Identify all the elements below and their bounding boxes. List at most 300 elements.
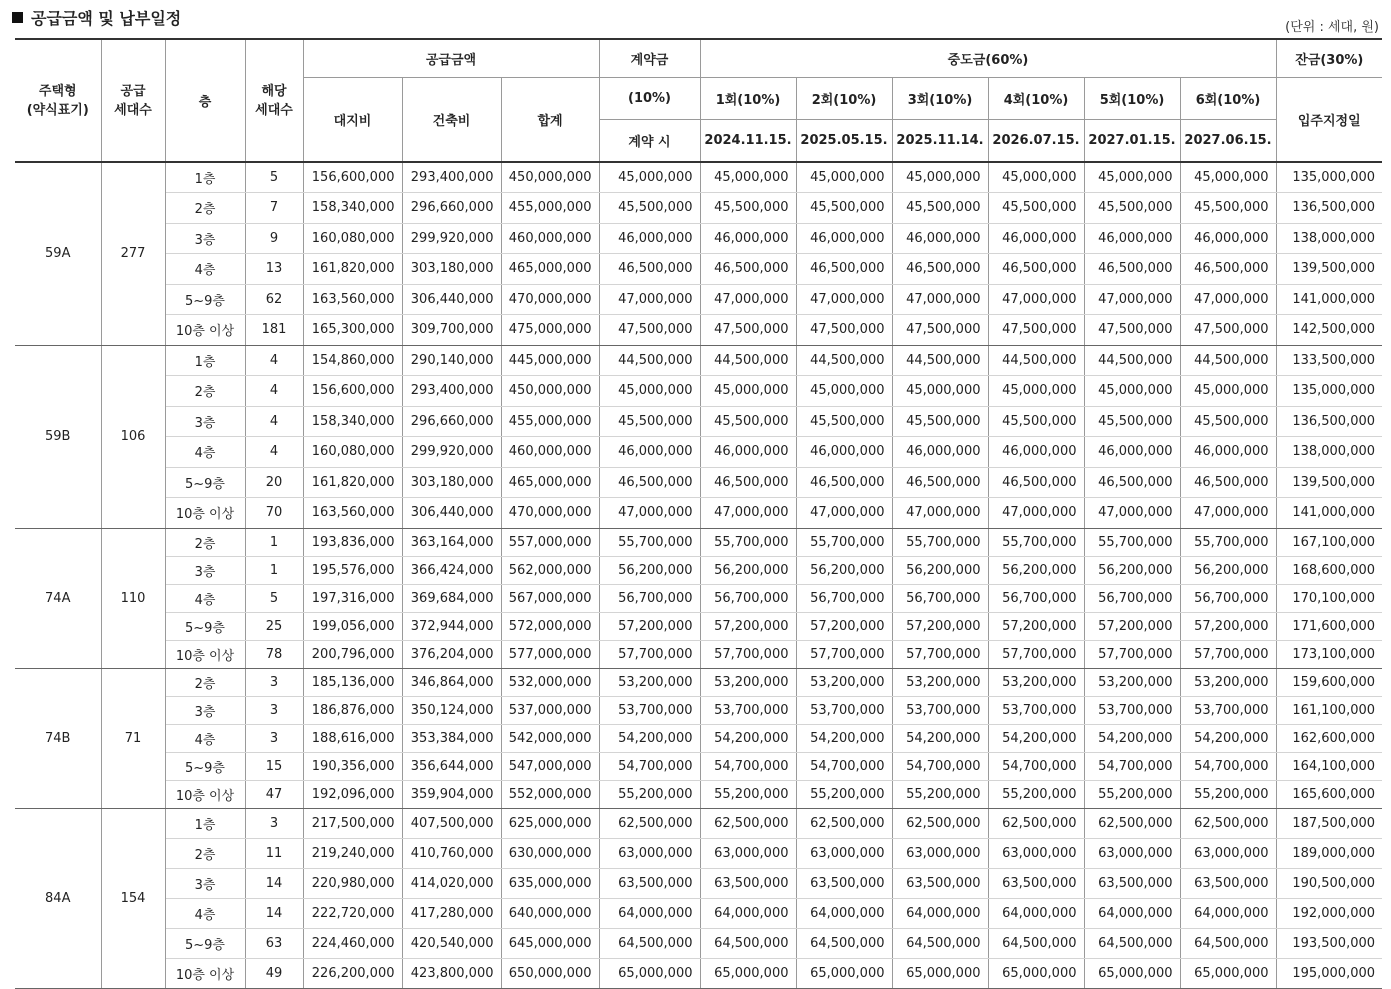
middle-payment-1-cell: 46,000,000 xyxy=(700,223,796,254)
middle-payment-4-cell: 53,700,000 xyxy=(988,696,1084,724)
building-price-cell: 417,280,000 xyxy=(402,898,501,928)
middle-payment-3-cell: 63,000,000 xyxy=(892,838,988,868)
middle-payment-6-cell: 45,500,000 xyxy=(1180,406,1276,437)
deposit-cell: 45,500,000 xyxy=(599,193,700,224)
total-price-cell: 542,000,000 xyxy=(501,724,599,752)
middle-payment-1-cell: 46,000,000 xyxy=(700,437,796,468)
middle-payment-6-cell: 57,700,000 xyxy=(1180,640,1276,668)
middle-payment-1-cell: 65,000,000 xyxy=(700,958,796,988)
middle-payment-3-cell: 44,500,000 xyxy=(892,345,988,376)
middle-payment-2-cell: 56,200,000 xyxy=(796,556,892,584)
middle-payment-3-cell: 47,000,000 xyxy=(892,284,988,315)
units-cell: 1 xyxy=(245,528,303,556)
middle-payment-4-cell: 44,500,000 xyxy=(988,345,1084,376)
middle-payment-3-cell: 65,000,000 xyxy=(892,958,988,988)
floor-cell: 3층 xyxy=(165,556,245,584)
table-row xyxy=(15,724,1382,752)
middle-payment-1-cell: 46,500,000 xyxy=(700,254,796,285)
units-cell: 63 xyxy=(245,928,303,958)
middle-payment-3-cell: 64,500,000 xyxy=(892,928,988,958)
middle-payment-6-cell: 47,000,000 xyxy=(1180,284,1276,315)
balance-cell: 138,000,000 xyxy=(1276,223,1382,254)
header-mid-6: 6회(10%) xyxy=(1180,78,1276,120)
table-row xyxy=(15,467,1382,498)
middle-payment-6-cell: 55,700,000 xyxy=(1180,528,1276,556)
middle-payment-5-cell: 45,500,000 xyxy=(1084,193,1180,224)
balance-cell: 168,600,000 xyxy=(1276,556,1382,584)
building-price-cell: 293,400,000 xyxy=(402,376,501,407)
deposit-cell: 63,500,000 xyxy=(599,868,700,898)
floor-cell: 10층 이상 xyxy=(165,640,245,668)
middle-payment-1-cell: 54,700,000 xyxy=(700,752,796,780)
land-price-cell: 192,096,000 xyxy=(303,780,402,808)
unit-type-cell: 59A xyxy=(15,162,101,345)
middle-payment-1-cell: 57,200,000 xyxy=(700,612,796,640)
table-row xyxy=(15,838,1382,868)
middle-payment-1-cell: 44,500,000 xyxy=(700,345,796,376)
middle-payment-1-cell: 63,000,000 xyxy=(700,838,796,868)
land-price-cell: 200,796,000 xyxy=(303,640,402,668)
units-cell: 3 xyxy=(245,668,303,696)
header-balance-when: 입주지정일 xyxy=(1276,78,1382,163)
deposit-cell: 47,000,000 xyxy=(599,284,700,315)
middle-payment-1-cell: 54,200,000 xyxy=(700,724,796,752)
balance-cell: 165,600,000 xyxy=(1276,780,1382,808)
total-price-cell: 630,000,000 xyxy=(501,838,599,868)
middle-payment-1-cell: 45,500,000 xyxy=(700,406,796,437)
middle-payment-3-cell: 62,500,000 xyxy=(892,808,988,838)
middle-payment-4-cell: 45,500,000 xyxy=(988,193,1084,224)
unit-type-cell: 74A xyxy=(15,528,101,668)
middle-payment-2-cell: 63,000,000 xyxy=(796,838,892,868)
land-price-cell: 224,460,000 xyxy=(303,928,402,958)
middle-payment-4-cell: 46,000,000 xyxy=(988,223,1084,254)
balance-cell: 141,000,000 xyxy=(1276,498,1382,529)
header-mid-4-date: 2026.07.15. xyxy=(988,120,1084,163)
deposit-cell: 63,000,000 xyxy=(599,838,700,868)
middle-payment-6-cell: 64,500,000 xyxy=(1180,928,1276,958)
middle-payment-3-cell: 53,200,000 xyxy=(892,668,988,696)
middle-payment-2-cell: 45,500,000 xyxy=(796,193,892,224)
middle-payment-2-cell: 62,500,000 xyxy=(796,808,892,838)
floor-cell: 10층 이상 xyxy=(165,498,245,529)
total-price-cell: 455,000,000 xyxy=(501,193,599,224)
middle-payment-1-cell: 53,200,000 xyxy=(700,668,796,696)
middle-payment-6-cell: 63,000,000 xyxy=(1180,838,1276,868)
middle-payment-5-cell: 57,200,000 xyxy=(1084,612,1180,640)
building-price-cell: 296,660,000 xyxy=(402,193,501,224)
supply-units-cell: 106 xyxy=(101,345,165,528)
middle-payment-2-cell: 47,500,000 xyxy=(796,315,892,346)
total-price-cell: 640,000,000 xyxy=(501,898,599,928)
middle-payment-1-cell: 47,500,000 xyxy=(700,315,796,346)
supply-units-cell: 110 xyxy=(101,528,165,668)
balance-cell: 136,500,000 xyxy=(1276,193,1382,224)
building-price-cell: 359,904,000 xyxy=(402,780,501,808)
middle-payment-4-cell: 56,200,000 xyxy=(988,556,1084,584)
table-row xyxy=(15,284,1382,315)
middle-payment-2-cell: 57,700,000 xyxy=(796,640,892,668)
units-cell: 13 xyxy=(245,254,303,285)
middle-payment-3-cell: 55,200,000 xyxy=(892,780,988,808)
middle-payment-3-cell: 54,700,000 xyxy=(892,752,988,780)
middle-payment-6-cell: 46,000,000 xyxy=(1180,223,1276,254)
middle-payment-2-cell: 53,200,000 xyxy=(796,668,892,696)
header-supply-price: 공급금액 xyxy=(303,39,599,78)
units-cell: 181 xyxy=(245,315,303,346)
deposit-cell: 53,200,000 xyxy=(599,668,700,696)
building-price-cell: 407,500,000 xyxy=(402,808,501,838)
building-price-cell: 303,180,000 xyxy=(402,254,501,285)
floor-cell: 3층 xyxy=(165,406,245,437)
balance-cell: 170,100,000 xyxy=(1276,584,1382,612)
middle-payment-3-cell: 54,200,000 xyxy=(892,724,988,752)
table-row xyxy=(15,898,1382,928)
units-cell: 47 xyxy=(245,780,303,808)
table-row xyxy=(15,780,1382,808)
deposit-cell: 62,500,000 xyxy=(599,808,700,838)
floor-cell: 3층 xyxy=(165,696,245,724)
header-mid-4: 4회(10%) xyxy=(988,78,1084,120)
deposit-cell: 47,500,000 xyxy=(599,315,700,346)
middle-payment-6-cell: 45,500,000 xyxy=(1180,193,1276,224)
floor-cell: 1층 xyxy=(165,162,245,193)
middle-payment-5-cell: 57,700,000 xyxy=(1084,640,1180,668)
unit-type-cell: 74B xyxy=(15,668,101,808)
middle-payment-2-cell: 55,700,000 xyxy=(796,528,892,556)
middle-payment-6-cell: 64,000,000 xyxy=(1180,898,1276,928)
middle-payment-4-cell: 57,200,000 xyxy=(988,612,1084,640)
building-price-cell: 369,684,000 xyxy=(402,584,501,612)
floor-cell: 3층 xyxy=(165,223,245,254)
units-cell: 62 xyxy=(245,284,303,315)
middle-payment-5-cell: 55,700,000 xyxy=(1084,528,1180,556)
total-price-cell: 470,000,000 xyxy=(501,284,599,315)
middle-payment-2-cell: 46,000,000 xyxy=(796,223,892,254)
building-price-cell: 414,020,000 xyxy=(402,868,501,898)
floor-cell: 4층 xyxy=(165,254,245,285)
floor-cell: 10층 이상 xyxy=(165,958,245,988)
deposit-cell: 54,200,000 xyxy=(599,724,700,752)
middle-payment-6-cell: 45,000,000 xyxy=(1180,162,1276,193)
total-price-cell: 455,000,000 xyxy=(501,406,599,437)
land-price-cell: 195,576,000 xyxy=(303,556,402,584)
table-row xyxy=(15,928,1382,958)
table-row xyxy=(15,162,1382,193)
building-price-cell: 290,140,000 xyxy=(402,345,501,376)
units-cell: 5 xyxy=(245,162,303,193)
deposit-cell: 46,000,000 xyxy=(599,223,700,254)
land-price-cell: 193,836,000 xyxy=(303,528,402,556)
balance-cell: 138,000,000 xyxy=(1276,437,1382,468)
units-cell: 4 xyxy=(245,406,303,437)
deposit-cell: 64,500,000 xyxy=(599,928,700,958)
floor-cell: 10층 이상 xyxy=(165,315,245,346)
floor-cell: 5~9층 xyxy=(165,612,245,640)
deposit-cell: 65,000,000 xyxy=(599,958,700,988)
header-deposit-when: 계약 시 xyxy=(599,120,700,163)
floor-cell: 1층 xyxy=(165,808,245,838)
floor-cell: 4층 xyxy=(165,437,245,468)
middle-payment-3-cell: 57,200,000 xyxy=(892,612,988,640)
middle-payment-1-cell: 55,700,000 xyxy=(700,528,796,556)
land-price-cell: 197,316,000 xyxy=(303,584,402,612)
balance-cell: 189,000,000 xyxy=(1276,838,1382,868)
middle-payment-6-cell: 44,500,000 xyxy=(1180,345,1276,376)
floor-cell: 5~9층 xyxy=(165,467,245,498)
middle-payment-3-cell: 47,500,000 xyxy=(892,315,988,346)
middle-payment-5-cell: 63,500,000 xyxy=(1084,868,1180,898)
middle-payment-5-cell: 53,200,000 xyxy=(1084,668,1180,696)
land-price-cell: 163,560,000 xyxy=(303,284,402,315)
balance-cell: 164,100,000 xyxy=(1276,752,1382,780)
middle-payment-3-cell: 55,700,000 xyxy=(892,528,988,556)
header-mid-5-date: 2027.01.15. xyxy=(1084,120,1180,163)
middle-payment-3-cell: 53,700,000 xyxy=(892,696,988,724)
balance-cell: 136,500,000 xyxy=(1276,406,1382,437)
middle-payment-3-cell: 45,500,000 xyxy=(892,406,988,437)
building-price-cell: 309,700,000 xyxy=(402,315,501,346)
middle-payment-4-cell: 45,000,000 xyxy=(988,376,1084,407)
middle-payment-6-cell: 63,500,000 xyxy=(1180,868,1276,898)
header-mid-3: 3회(10%) xyxy=(892,78,988,120)
land-price-cell: 163,560,000 xyxy=(303,498,402,529)
header-building: 건축비 xyxy=(402,78,501,163)
header-floor: 층 xyxy=(165,39,245,162)
total-price-cell: 460,000,000 xyxy=(501,437,599,468)
middle-payment-3-cell: 47,000,000 xyxy=(892,498,988,529)
total-price-cell: 557,000,000 xyxy=(501,528,599,556)
balance-cell: 159,600,000 xyxy=(1276,668,1382,696)
land-price-cell: 185,136,000 xyxy=(303,668,402,696)
middle-payment-3-cell: 64,000,000 xyxy=(892,898,988,928)
header-mid-5: 5회(10%) xyxy=(1084,78,1180,120)
middle-payment-5-cell: 45,000,000 xyxy=(1084,376,1180,407)
middle-payment-2-cell: 47,000,000 xyxy=(796,284,892,315)
deposit-cell: 47,000,000 xyxy=(599,498,700,529)
middle-payment-5-cell: 47,000,000 xyxy=(1084,498,1180,529)
table-body xyxy=(15,162,1382,988)
land-price-cell: 156,600,000 xyxy=(303,376,402,407)
middle-payment-6-cell: 65,000,000 xyxy=(1180,958,1276,988)
units-cell: 14 xyxy=(245,898,303,928)
land-price-cell: 158,340,000 xyxy=(303,193,402,224)
deposit-cell: 46,000,000 xyxy=(599,437,700,468)
middle-payment-2-cell: 54,200,000 xyxy=(796,724,892,752)
middle-payment-4-cell: 64,500,000 xyxy=(988,928,1084,958)
total-price-cell: 465,000,000 xyxy=(501,467,599,498)
deposit-cell: 45,000,000 xyxy=(599,162,700,193)
units-cell: 4 xyxy=(245,437,303,468)
middle-payment-4-cell: 47,000,000 xyxy=(988,498,1084,529)
table-row xyxy=(15,640,1382,668)
table-row xyxy=(15,752,1382,780)
units-cell: 3 xyxy=(245,696,303,724)
total-price-cell: 577,000,000 xyxy=(501,640,599,668)
total-price-cell: 625,000,000 xyxy=(501,808,599,838)
middle-payment-5-cell: 54,700,000 xyxy=(1084,752,1180,780)
deposit-cell: 57,200,000 xyxy=(599,612,700,640)
middle-payment-4-cell: 56,700,000 xyxy=(988,584,1084,612)
middle-payment-3-cell: 46,000,000 xyxy=(892,223,988,254)
building-price-cell: 303,180,000 xyxy=(402,467,501,498)
floor-cell: 2층 xyxy=(165,668,245,696)
land-price-cell: 219,240,000 xyxy=(303,838,402,868)
middle-payment-6-cell: 46,500,000 xyxy=(1180,254,1276,285)
units-cell: 4 xyxy=(245,345,303,376)
balance-cell: 195,000,000 xyxy=(1276,958,1382,988)
middle-payment-4-cell: 47,000,000 xyxy=(988,284,1084,315)
building-price-cell: 299,920,000 xyxy=(402,437,501,468)
middle-payment-1-cell: 53,700,000 xyxy=(700,696,796,724)
balance-cell: 173,100,000 xyxy=(1276,640,1382,668)
balance-cell: 162,600,000 xyxy=(1276,724,1382,752)
middle-payment-3-cell: 45,500,000 xyxy=(892,193,988,224)
middle-payment-4-cell: 55,700,000 xyxy=(988,528,1084,556)
table-row xyxy=(15,406,1382,437)
building-price-cell: 296,660,000 xyxy=(402,406,501,437)
building-price-cell: 346,864,000 xyxy=(402,668,501,696)
middle-payment-6-cell: 57,200,000 xyxy=(1180,612,1276,640)
middle-payment-2-cell: 44,500,000 xyxy=(796,345,892,376)
middle-payment-6-cell: 47,000,000 xyxy=(1180,498,1276,529)
middle-payment-2-cell: 45,000,000 xyxy=(796,376,892,407)
table-row xyxy=(15,528,1382,556)
middle-payment-2-cell: 54,700,000 xyxy=(796,752,892,780)
units-cell: 11 xyxy=(245,838,303,868)
middle-payment-1-cell: 45,500,000 xyxy=(700,193,796,224)
table-row xyxy=(15,958,1382,988)
balance-cell: 167,100,000 xyxy=(1276,528,1382,556)
building-price-cell: 306,440,000 xyxy=(402,498,501,529)
header-units: 해당 세대수 xyxy=(245,39,303,162)
middle-payment-4-cell: 62,500,000 xyxy=(988,808,1084,838)
header-deposit: 계약금 xyxy=(599,39,700,78)
building-price-cell: 423,800,000 xyxy=(402,958,501,988)
middle-payment-1-cell: 57,700,000 xyxy=(700,640,796,668)
supply-units-cell: 277 xyxy=(101,162,165,345)
units-cell: 9 xyxy=(245,223,303,254)
middle-payment-2-cell: 55,200,000 xyxy=(796,780,892,808)
floor-cell: 4층 xyxy=(165,584,245,612)
middle-payment-6-cell: 46,000,000 xyxy=(1180,437,1276,468)
balance-cell: 135,000,000 xyxy=(1276,376,1382,407)
middle-payment-5-cell: 64,500,000 xyxy=(1084,928,1180,958)
total-price-cell: 532,000,000 xyxy=(501,668,599,696)
middle-payment-6-cell: 62,500,000 xyxy=(1180,808,1276,838)
unit-type-cell: 59B xyxy=(15,345,101,528)
building-price-cell: 420,540,000 xyxy=(402,928,501,958)
middle-payment-6-cell: 54,200,000 xyxy=(1180,724,1276,752)
table-row xyxy=(15,612,1382,640)
middle-payment-4-cell: 45,000,000 xyxy=(988,162,1084,193)
land-price-cell: 186,876,000 xyxy=(303,696,402,724)
table-row xyxy=(15,376,1382,407)
middle-payment-2-cell: 64,000,000 xyxy=(796,898,892,928)
middle-payment-5-cell: 45,500,000 xyxy=(1084,406,1180,437)
middle-payment-5-cell: 56,200,000 xyxy=(1084,556,1180,584)
header-total: 합계 xyxy=(501,78,599,163)
middle-payment-6-cell: 45,000,000 xyxy=(1180,376,1276,407)
middle-payment-2-cell: 46,500,000 xyxy=(796,254,892,285)
header-supply-units: 공급 세대수 xyxy=(101,39,165,162)
land-price-cell: 161,820,000 xyxy=(303,467,402,498)
building-price-cell: 376,204,000 xyxy=(402,640,501,668)
middle-payment-3-cell: 56,200,000 xyxy=(892,556,988,584)
units-cell: 25 xyxy=(245,612,303,640)
middle-payment-3-cell: 57,700,000 xyxy=(892,640,988,668)
section-title xyxy=(12,6,181,29)
building-price-cell: 372,944,000 xyxy=(402,612,501,640)
middle-payment-1-cell: 56,700,000 xyxy=(700,584,796,612)
floor-cell: 4층 xyxy=(165,724,245,752)
header-mid-3-date: 2025.11.14. xyxy=(892,120,988,163)
middle-payment-2-cell: 46,500,000 xyxy=(796,467,892,498)
land-price-cell: 199,056,000 xyxy=(303,612,402,640)
middle-payment-4-cell: 54,200,000 xyxy=(988,724,1084,752)
balance-cell: 161,100,000 xyxy=(1276,696,1382,724)
land-price-cell: 165,300,000 xyxy=(303,315,402,346)
middle-payment-5-cell: 47,500,000 xyxy=(1084,315,1180,346)
units-cell: 3 xyxy=(245,724,303,752)
floor-cell: 1층 xyxy=(165,345,245,376)
land-price-cell: 161,820,000 xyxy=(303,254,402,285)
middle-payment-4-cell: 46,500,000 xyxy=(988,254,1084,285)
middle-payment-6-cell: 53,700,000 xyxy=(1180,696,1276,724)
units-cell: 15 xyxy=(245,752,303,780)
building-price-cell: 356,644,000 xyxy=(402,752,501,780)
middle-payment-2-cell: 45,500,000 xyxy=(796,406,892,437)
deposit-cell: 54,700,000 xyxy=(599,752,700,780)
middle-payment-1-cell: 47,000,000 xyxy=(700,284,796,315)
total-price-cell: 445,000,000 xyxy=(501,345,599,376)
balance-cell: 142,500,000 xyxy=(1276,315,1382,346)
total-price-cell: 567,000,000 xyxy=(501,584,599,612)
middle-payment-4-cell: 47,500,000 xyxy=(988,315,1084,346)
total-price-cell: 562,000,000 xyxy=(501,556,599,584)
header-mid-1: 1회(10%) xyxy=(700,78,796,120)
total-price-cell: 465,000,000 xyxy=(501,254,599,285)
table-row xyxy=(15,437,1382,468)
building-price-cell: 353,384,000 xyxy=(402,724,501,752)
middle-payment-4-cell: 45,500,000 xyxy=(988,406,1084,437)
middle-payment-4-cell: 63,000,000 xyxy=(988,838,1084,868)
deposit-cell: 56,200,000 xyxy=(599,556,700,584)
floor-cell: 2층 xyxy=(165,838,245,868)
table-row xyxy=(15,868,1382,898)
total-price-cell: 537,000,000 xyxy=(501,696,599,724)
floor-cell: 4층 xyxy=(165,898,245,928)
middle-payment-1-cell: 45,000,000 xyxy=(700,376,796,407)
middle-payment-5-cell: 54,200,000 xyxy=(1084,724,1180,752)
middle-payment-2-cell: 63,500,000 xyxy=(796,868,892,898)
header-mid-2: 2회(10%) xyxy=(796,78,892,120)
total-price-cell: 645,000,000 xyxy=(501,928,599,958)
units-cell: 5 xyxy=(245,584,303,612)
units-cell: 49 xyxy=(245,958,303,988)
table-row xyxy=(15,696,1382,724)
floor-cell: 5~9층 xyxy=(165,752,245,780)
total-price-cell: 475,000,000 xyxy=(501,315,599,346)
balance-cell: 139,500,000 xyxy=(1276,254,1382,285)
land-price-cell: 160,080,000 xyxy=(303,223,402,254)
balance-cell: 187,500,000 xyxy=(1276,808,1382,838)
balance-cell: 193,500,000 xyxy=(1276,928,1382,958)
floor-cell: 2층 xyxy=(165,193,245,224)
middle-payment-6-cell: 54,700,000 xyxy=(1180,752,1276,780)
middle-payment-4-cell: 53,200,000 xyxy=(988,668,1084,696)
table-row xyxy=(15,345,1382,376)
